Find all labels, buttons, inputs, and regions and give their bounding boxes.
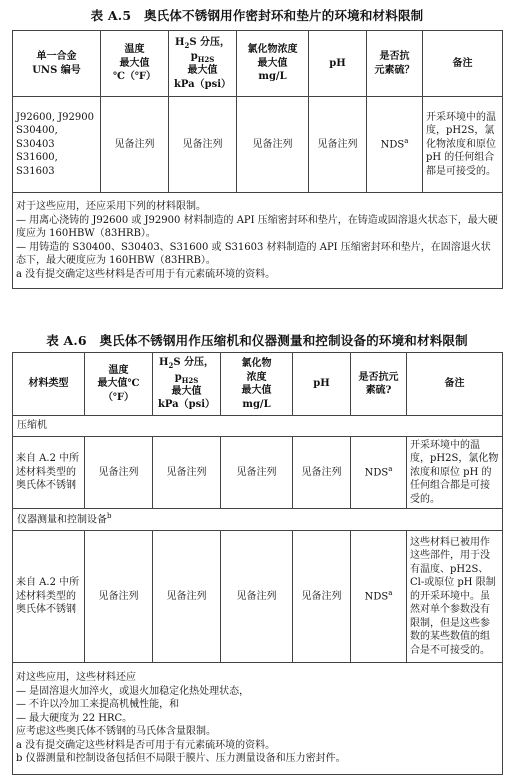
header-remarks: 备注 — [423, 31, 503, 97]
note-line: 应考虑这些奥氏体不锈钢的马氏体含量限制。 — [16, 726, 216, 738]
cell-temp: 见备注列 — [85, 530, 153, 662]
header-sulfur: 是否抗元 素硫? — [351, 353, 407, 416]
note-line: — 用离心浇铸的 J92600 或 J92900 材料制造的 API 压缩密封环和垫片，在铸造或固溶退火状态下，最大硬度应为 160HBW（83HRB）。 — [16, 214, 498, 239]
table-a5 — [12, 30, 503, 289]
table-row — [13, 97, 503, 193]
note-line: 对于这些应用，还应采用下列的材料限制。 — [16, 201, 206, 212]
cell-ph: 见备注列 — [309, 97, 367, 193]
cell-chloride: 见备注列 — [237, 97, 309, 193]
cell-alloy: J92600, J92900 S30400, S30403 S31600, S31603 — [13, 97, 101, 193]
cell-material: 来自 A.2 中所述材料类型的奥氏体不锈钢 — [13, 530, 85, 662]
table-a6-notes — [13, 662, 503, 774]
note-line: 对这些应用，这些材料还应 — [16, 672, 136, 684]
footnote-b: b 仪器测量和控制设备包括但不局限于膜片、压力测量设备和压力密封件。 — [16, 753, 346, 765]
section-row-compressor — [13, 416, 503, 437]
cell-h2s: 见备注列 — [169, 97, 237, 193]
table-a5-caption: 表 A.5 奥氏体不锈钢用作密封环和垫片的环境和材料限制 — [90, 8, 424, 23]
header-material: 材料类型 — [13, 353, 85, 416]
table-a6-notes-row — [13, 662, 503, 774]
cell-sulfur: NDS$^a$ — [351, 530, 407, 662]
table-a5-header-row — [13, 31, 503, 97]
cell-temp: 见备注列 — [101, 97, 169, 193]
cell-sulfur: NDS$^a$ — [367, 97, 423, 193]
note-line: — 不许以冷加工来提高机械性能，和 — [16, 699, 180, 711]
cell-remarks: 开采环境中的温度，pH2S，氯化物浓度和原位 pH 的任何组合都是可接受的。 — [423, 97, 503, 193]
note-line: — 是固溶退火加淬火，或退火加稳定化热处理状态， — [16, 685, 250, 697]
header-remarks: 备注 — [407, 353, 503, 416]
header-sulfur: 是否抗 元素硫？ — [367, 31, 423, 97]
header-h2s: $H_2S$ 分压， $p_{H2S}$ 最大值 kPa（psi） — [153, 353, 221, 416]
note-line: — 最大硬度为 22 HRC。 — [16, 712, 133, 724]
header-alloy: 单一合金 UNS 编号 — [13, 31, 101, 97]
table-row — [13, 530, 503, 662]
table-a5-notes-row — [13, 193, 503, 289]
cell-chloride: 见备注列 — [221, 436, 293, 509]
table-a6-header-row — [13, 353, 503, 416]
cell-chloride: 见备注列 — [221, 530, 293, 662]
header-temp: 温度 最大值℃ （℉） — [85, 353, 153, 416]
header-temp: 温度 最大值 ℃（℉） — [101, 31, 169, 97]
header-ph: pH — [309, 31, 367, 97]
section-label: 压缩机 — [13, 416, 503, 437]
footnote-a: a 没有提交确定这些材料是否可用于有元素硫环境的资料。 — [16, 268, 276, 280]
note-line: — 用铸造的 S30400、S30403、S31600 或 S31603 材料制造的 API 压缩密封环和垫片，在固溶退火状态下，最大硬度应为 160HBW（83HRB）。 — [16, 241, 491, 266]
cell-temp: 见备注列 — [85, 436, 153, 509]
cell-remarks: 开采环境中的温度，pH2S，氯化物浓度和原位 pH 的任何组合都是可接受的。 — [407, 436, 503, 509]
table-a6-caption: 表 A.6 奥氏体不锈钢用作压缩机和仪器测量和控制设备的环境和材料限制 — [46, 333, 468, 348]
cell-remarks: 这些材料已被用作这些部件，用于没有温度、pH2S、Cl-或原位 pH 限制的开采环境中。虽然对单个参数没有限制，但是这些参数的某些数值的组合是不可接受的。 — [407, 530, 503, 662]
header-chloride: 氯化物 浓度 最大值 mg/L — [221, 353, 293, 416]
section-label: 仪器测量和控制设备$^b$ — [13, 509, 503, 531]
table-a5-notes — [13, 193, 503, 289]
cell-material: 来自 A.2 中所述材料类型的奥氏体不锈钢 — [13, 436, 85, 509]
cell-sulfur: NDS$^a$ — [351, 436, 407, 509]
footnote-a: a 没有提交确定这些材料是否可用于有元素硫环境的资料。 — [16, 739, 276, 751]
header-chloride: 氯化物浓度 最大值 mg/L — [237, 31, 309, 97]
cell-ph: 见备注列 — [293, 530, 351, 662]
table-a6 — [12, 352, 503, 775]
section-row-instrument — [13, 509, 503, 531]
header-h2s: $H_2S$ 分压， $p_{H2S}$ 最大值 kPa（psi） — [169, 31, 237, 97]
table-row — [13, 436, 503, 509]
cell-h2s: 见备注列 — [153, 530, 221, 662]
cell-ph: 见备注列 — [293, 436, 351, 509]
header-ph: pH — [293, 353, 351, 416]
cell-h2s: 见备注列 — [153, 436, 221, 509]
